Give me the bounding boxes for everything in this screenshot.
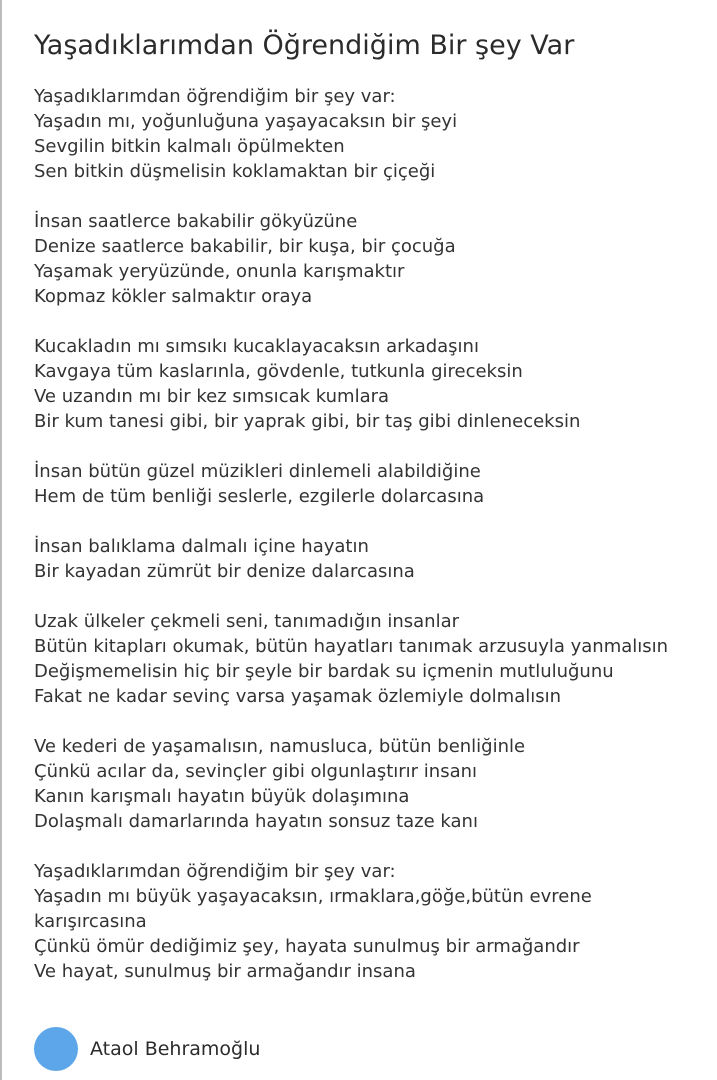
poem-line: karışırcasına: [34, 911, 147, 932]
poem-line: Değişmemelisin hiç bir şeyle bir bardak su içmenin mutluluğunu: [34, 661, 614, 682]
poem-title: Yaşadıklarımdan Öğrendiğim Bir şey Var: [34, 30, 575, 61]
poem-line: Çünkü ömür dediğimiz şey, hayata sunulmuş bir armağandır: [34, 936, 580, 957]
poem-line: Kavgaya tüm kaslarınla, gövdenle, tutkunla gireceksin: [34, 361, 523, 382]
poem-line: İnsan balıklama dalmalı içine hayatın: [34, 536, 369, 557]
poem-line: İnsan bütün güzel müzikleri dinlemeli alabildiğine: [34, 461, 481, 482]
poem-line: Hem de tüm benliği seslerle, ezgilerle dolarcasına: [34, 486, 485, 507]
poem-line: Ve kederi de yaşamalısın, namusluca, bütün benliğinle: [34, 736, 526, 757]
poem-line: Çünkü acılar da, sevinçler gibi olgunlaştırır insanı: [34, 761, 478, 782]
poem-body: [34, 84, 704, 984]
poem-stanza: [34, 84, 704, 184]
poem-line: Uzak ülkeler çekmeli seni, tanımadığın insanlar: [34, 611, 459, 632]
author-block[interactable]: [34, 1027, 260, 1071]
poem-line: Kanın karışmalı hayatın büyük dolaşımına: [34, 786, 410, 807]
poem-container: [34, 26, 704, 1009]
poem-line: Bütün kitapları okumak, bütün hayatları tanımak arzusuyla yanmalısın: [34, 636, 669, 657]
poem-line: Yaşadın mı, yoğunluğuna yaşayacaksın bir şeyi: [34, 111, 458, 132]
poem-stanza: [34, 534, 704, 584]
poem-line: Kucakladın mı sımsıkı kucaklayacaksın arkadaşını: [34, 336, 479, 357]
poem-stanza: [34, 209, 704, 309]
poem-line: Kopmaz kökler salmaktır oraya: [34, 286, 313, 307]
poem-line: Yaşadıklarımdan öğrendiğim bir şey var:: [34, 861, 396, 882]
author-avatar[interactable]: [34, 1027, 78, 1071]
author-name[interactable]: Ataol Behramoğlu: [90, 1038, 261, 1060]
poem-line: İnsan saatlerce bakabilir gökyüzüne: [34, 211, 358, 232]
poem-line: Yaşamak yeryüzünde, onunla karışmaktır: [34, 261, 405, 282]
poem-stanza: [34, 334, 704, 434]
poem-line: Ve hayat, sunulmuş bir armağandır insana: [34, 961, 416, 982]
poem-line: Yaşadın mı büyük yaşayacaksın, ırmaklara,göğe,bütün evrene: [34, 886, 592, 907]
poem-line: Dolaşmalı damarlarında hayatın sonsuz taze kanı: [34, 811, 478, 832]
poem-line: Fakat ne kadar sevinç varsa yaşamak özlemiyle dolmalısın: [34, 686, 562, 707]
poem-line: Sevgilin bitkin kalmalı öpülmekten: [34, 136, 345, 157]
poem-line: Denize saatlerce bakabilir, bir kuşa, bir çocuğa: [34, 236, 456, 257]
poem-stanza: [34, 859, 704, 984]
poem-line: Yaşadıklarımdan öğrendiğim bir şey var:: [34, 86, 396, 107]
poem-line: Ve uzandın mı bir kez sımsıcak kumlara: [34, 386, 390, 407]
poem-stanza: [34, 609, 704, 709]
page-left-border: [0, 0, 2, 1080]
poem-line: Bir kayadan zümrüt bir denize dalarcasına: [34, 561, 415, 582]
poem-line: Bir kum tanesi gibi, bir yaprak gibi, bir taş gibi dinleneceksin: [34, 411, 581, 432]
poem-line: Sen bitkin düşmelisin koklamaktan bir çiçeği: [34, 161, 436, 182]
poem-stanza: [34, 459, 704, 509]
poem-stanza: [34, 734, 704, 834]
